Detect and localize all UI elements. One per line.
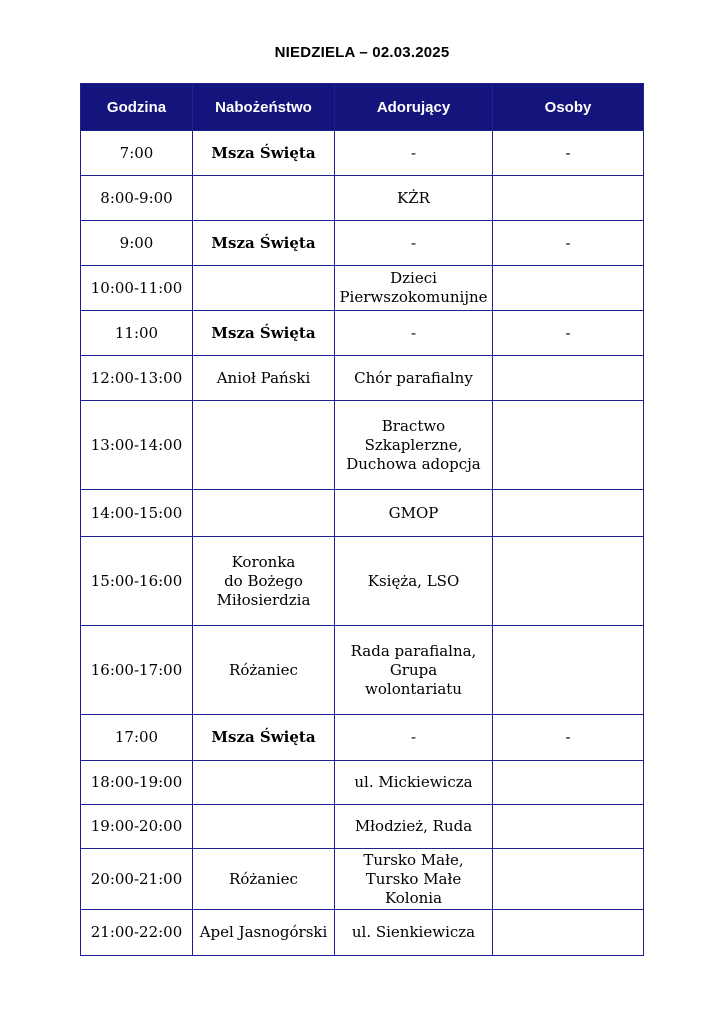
cell-service: Msza Święta bbox=[193, 311, 335, 356]
table-row bbox=[81, 221, 644, 266]
table-row bbox=[81, 805, 644, 849]
cell-service: Apel Jasnogórski bbox=[193, 910, 335, 956]
cell-service: Msza Święta bbox=[193, 715, 335, 761]
cell-adorers: Księża, LSO bbox=[335, 537, 493, 626]
cell-persons bbox=[493, 910, 644, 956]
cell-adorers: KŻR bbox=[335, 176, 493, 221]
table-row bbox=[81, 176, 644, 221]
cell-service: Msza Święta bbox=[193, 131, 335, 176]
cell-time: 9:00 bbox=[81, 221, 193, 266]
table-row bbox=[81, 715, 644, 761]
table-row bbox=[81, 537, 644, 626]
cell-service bbox=[193, 761, 335, 805]
page-title: NIEDZIELA – 02.03.2025 bbox=[274, 44, 450, 61]
table-row bbox=[81, 626, 644, 715]
cell-persons bbox=[493, 849, 644, 910]
cell-persons bbox=[493, 537, 644, 626]
cell-adorers: Dzieci Pierwszokomunijne bbox=[335, 266, 493, 311]
cell-time: 16:00-17:00 bbox=[81, 626, 193, 715]
cell-adorers: ul. Mickiewicza bbox=[335, 761, 493, 805]
cell-persons bbox=[493, 626, 644, 715]
cell-adorers: - bbox=[335, 131, 493, 176]
cell-adorers: ul. Sienkiewicza bbox=[335, 910, 493, 956]
cell-service bbox=[193, 401, 335, 490]
cell-service: Różaniec bbox=[193, 626, 335, 715]
column-header-service: Nabożeństwo bbox=[193, 84, 335, 131]
table-header-row bbox=[81, 84, 644, 131]
cell-persons bbox=[493, 805, 644, 849]
cell-time: 13:00-14:00 bbox=[81, 401, 193, 490]
table-row bbox=[81, 356, 644, 401]
cell-persons: - bbox=[493, 221, 644, 266]
cell-adorers: Rada parafialna, Grupa wolontariatu bbox=[335, 626, 493, 715]
cell-time: 17:00 bbox=[81, 715, 193, 761]
cell-service: Msza Święta bbox=[193, 221, 335, 266]
cell-time: 19:00-20:00 bbox=[81, 805, 193, 849]
table-row bbox=[81, 490, 644, 537]
cell-time: 18:00-19:00 bbox=[81, 761, 193, 805]
schedule-table bbox=[80, 83, 644, 956]
cell-time: 20:00-21:00 bbox=[81, 849, 193, 910]
table-row bbox=[81, 131, 644, 176]
table-row bbox=[81, 761, 644, 805]
cell-persons bbox=[493, 266, 644, 311]
cell-time: 14:00-15:00 bbox=[81, 490, 193, 537]
table-row bbox=[81, 910, 644, 956]
cell-time: 8:00-9:00 bbox=[81, 176, 193, 221]
cell-time: 21:00-22:00 bbox=[81, 910, 193, 956]
cell-service bbox=[193, 805, 335, 849]
cell-persons bbox=[493, 401, 644, 490]
cell-time: 10:00-11:00 bbox=[81, 266, 193, 311]
table-row bbox=[81, 849, 644, 910]
cell-service bbox=[193, 490, 335, 537]
cell-adorers: Tursko Małe, Tursko Małe Kolonia bbox=[335, 849, 493, 910]
cell-adorers: GMOP bbox=[335, 490, 493, 537]
table-row bbox=[81, 311, 644, 356]
cell-persons bbox=[493, 490, 644, 537]
cell-service bbox=[193, 176, 335, 221]
cell-adorers: Młodzież, Ruda bbox=[335, 805, 493, 849]
cell-adorers: Bractwo Szkaplerzne, Duchowa adopcja bbox=[335, 401, 493, 490]
column-header-adorers: Adorujący bbox=[335, 84, 493, 131]
cell-persons bbox=[493, 356, 644, 401]
cell-service bbox=[193, 266, 335, 311]
column-header-time: Godzina bbox=[81, 84, 193, 131]
cell-adorers: - bbox=[335, 715, 493, 761]
column-header-persons: Osoby bbox=[493, 84, 644, 131]
cell-adorers: Chór parafialny bbox=[335, 356, 493, 401]
cell-persons bbox=[493, 761, 644, 805]
cell-service: Różaniec bbox=[193, 849, 335, 910]
cell-adorers: - bbox=[335, 311, 493, 356]
cell-time: 7:00 bbox=[81, 131, 193, 176]
cell-adorers: - bbox=[335, 221, 493, 266]
cell-service: Anioł Pański bbox=[193, 356, 335, 401]
cell-persons: - bbox=[493, 131, 644, 176]
cell-persons: - bbox=[493, 311, 644, 356]
table-row bbox=[81, 401, 644, 490]
cell-time: 15:00-16:00 bbox=[81, 537, 193, 626]
cell-persons bbox=[493, 176, 644, 221]
table-body bbox=[81, 131, 644, 956]
cell-time: 11:00 bbox=[81, 311, 193, 356]
cell-time: 12:00-13:00 bbox=[81, 356, 193, 401]
cell-service: Koronka do Bożego Miłosierdzia bbox=[193, 537, 335, 626]
cell-persons: - bbox=[493, 715, 644, 761]
table-row bbox=[81, 266, 644, 311]
